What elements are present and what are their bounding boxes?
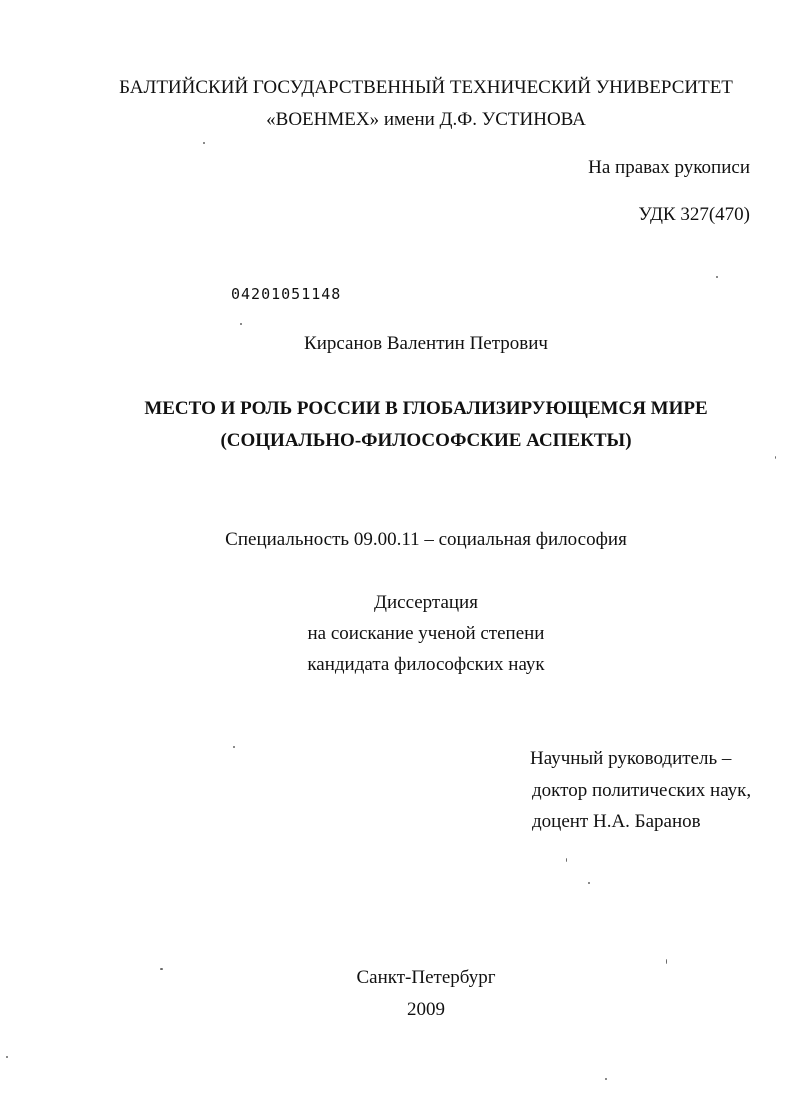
scan-speck xyxy=(588,882,590,884)
scan-speck xyxy=(775,456,776,459)
scan-speck xyxy=(716,276,718,278)
scan-speck xyxy=(605,1078,607,1080)
degree-line-2: на соискание ученой степени xyxy=(307,623,545,644)
author-name: Кирсанов Валентин Петрович xyxy=(304,333,548,354)
degree-line-3: кандидата философских наук xyxy=(307,654,545,675)
scan-speck xyxy=(666,959,667,964)
university-name: БАЛТИЙСКИЙ ГОСУДАРСТВЕННЫЙ ТЕХНИЧЕСКИЙ УНИВЕРСИТЕТ xyxy=(119,77,733,98)
supervisor-line-2: доктор политических наук, xyxy=(532,780,752,801)
university-named-after: «ВОЕНМЕХ» имени Д.Ф. УСТИНОВА xyxy=(266,109,586,130)
scan-speck xyxy=(160,968,163,970)
udc-code: УДК 327(470) xyxy=(638,204,750,225)
year: 2009 xyxy=(407,999,445,1020)
scan-speck xyxy=(566,858,567,862)
scan-speck xyxy=(233,746,235,748)
dissertation-title-line-2: (СОЦИАЛЬНО-ФИЛОСОФСКИЕ АСПЕКТЫ) xyxy=(220,430,632,451)
rights-note: На правах рукописи xyxy=(588,157,750,178)
degree-line-1: Диссертация xyxy=(374,592,478,613)
scan-speck xyxy=(203,142,205,144)
scan-speck xyxy=(6,1056,8,1058)
supervisor-line-1: Научный руководитель – xyxy=(530,748,732,769)
supervisor-line-3: доцент Н.А. Баранов xyxy=(532,811,701,832)
scan-speck xyxy=(240,323,242,325)
specialty: Специальность 09.00.11 – социальная философия xyxy=(225,529,627,550)
dissertation-title-line-1: МЕСТО И РОЛЬ РОССИИ В ГЛОБАЛИЗИРУЮЩЕМСЯ МИРЕ xyxy=(144,398,708,419)
registration-number: 04201051148 xyxy=(231,285,342,303)
city: Санкт-Петербург xyxy=(356,967,496,988)
